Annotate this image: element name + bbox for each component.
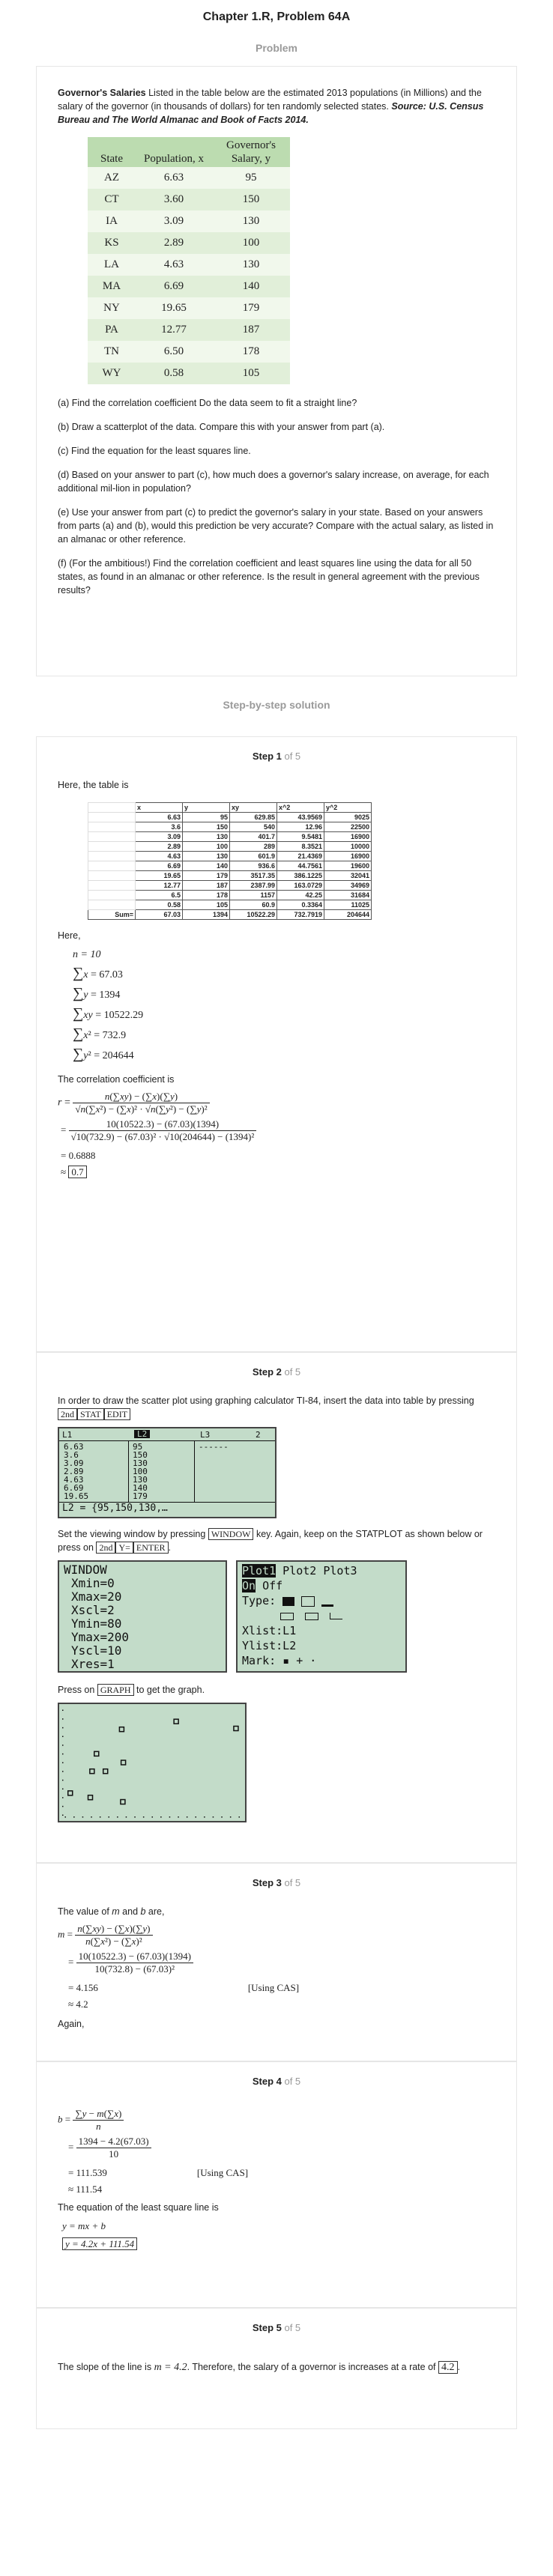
sheet-cell: 2.89 [136, 842, 183, 852]
sheet-cell: 6.69 [136, 861, 183, 871]
table-row [88, 167, 290, 189]
list-l2-value: 179 [133, 1491, 148, 1501]
list-l1-value: 4.63 [64, 1475, 84, 1485]
table-cell: 105 [212, 363, 290, 384]
r-formula: r = $\frac{n(\sum xy) - (\sum x)(\sum y)}{\text{√n(∑x²) − (∑x)² · √n(∑y²) − (∑y)²}}$ [58, 1091, 495, 1115]
x-tick-dot [152, 1816, 154, 1818]
sheet-cell: 178 [183, 891, 230, 900]
table-cell: 0.58 [136, 363, 212, 384]
scatter-point [121, 1800, 125, 1804]
calculator-window-screen [58, 1560, 227, 1673]
sheet-cell: 19.65 [136, 871, 183, 881]
table-cell: 130 [212, 254, 290, 276]
problem-intro-bold: Governor's Salaries [58, 88, 146, 98]
sheet-cell: xy [230, 803, 277, 813]
sheet-row [88, 832, 372, 842]
sheet-cell: y [183, 803, 230, 813]
table-row [88, 276, 290, 297]
y-tick-dot [62, 1771, 64, 1772]
sheet-cell: x^2 [277, 803, 324, 813]
window-setting: Yscl=10 [71, 1643, 122, 1658]
x-tick-dot [143, 1816, 145, 1818]
sheet-row [88, 813, 372, 822]
table-cell: 3.60 [136, 189, 212, 210]
table-cell: LA [88, 254, 136, 276]
sheet-cell: 10522.29 [230, 910, 277, 920]
sheet-cell [88, 881, 136, 891]
sheet-cell: 629.85 [230, 813, 277, 822]
sheet-cell: 43.9569 [277, 813, 324, 822]
scatter-point [94, 1751, 99, 1756]
table-row [88, 319, 290, 341]
sheet-row [88, 852, 372, 861]
sheet-row [88, 881, 372, 891]
y-tick-dot [62, 1806, 64, 1807]
table-cell: 12.77 [136, 319, 212, 341]
window-title: WINDOW [64, 1563, 107, 1577]
table-cell: PA [88, 319, 136, 341]
window-setting: Ymin=80 [71, 1616, 122, 1631]
eq-general: y = mx + b [62, 2220, 106, 2231]
sheet-cell: 0.3364 [277, 900, 324, 910]
table-row [88, 232, 290, 254]
sheet-cell [88, 822, 136, 832]
sheet-cell: 9025 [324, 813, 372, 822]
problem-label: Problem [255, 42, 297, 54]
problem-part-b: (b) Draw a scatterplot of the data. Compare this with your answer from part (a). [58, 422, 385, 432]
y-tick-dot [62, 1754, 64, 1755]
problem-part-c: (c) Find the equation for the least squares line. [58, 446, 251, 456]
list-l2-value: 95 [133, 1442, 143, 1452]
sheet-cell: 2387.99 [230, 881, 277, 891]
step2-text-2: Set the viewing window by pressing WINDOW key. Again, keep on the STATPLOT as shown below or press on 2nd Y= ENTER . [58, 1529, 483, 1553]
window-setting: Xmin=0 [71, 1576, 115, 1590]
step1-intro: Here, the table is [58, 780, 129, 790]
list-l2-value: 150 [133, 1450, 148, 1460]
table-row [88, 189, 290, 210]
plot-mark: Mark: ▪ + · [242, 1654, 317, 1667]
table-cell: 2.89 [136, 232, 212, 254]
sheet-cell: 1157 [230, 891, 277, 900]
list-number: 2 [256, 1430, 261, 1440]
table-cell: KS [88, 232, 136, 254]
list-l3-empty: ------ [199, 1442, 229, 1452]
list-l2-header: L2 [134, 1430, 150, 1438]
table-cell: 95 [212, 167, 290, 189]
sum-x-equation: ∑x = 67.03 [73, 965, 123, 981]
solution-label: Step-by-step solution [223, 699, 330, 711]
sheet-cell: 9.5481 [277, 832, 324, 842]
sheet-row [88, 861, 372, 871]
corr-label: The correlation coefficient is [58, 1074, 175, 1085]
calculator-graph-screen [58, 1703, 247, 1822]
r-substitution: = $\frac{10(10522.3) - (67.03)(1394)}{\text{√10(732.9) − (67.03)² · √10(204644) − (1394)²}}$ [58, 1118, 495, 1143]
step-5-card [36, 2308, 517, 2429]
list-l1-value: 3.09 [64, 1458, 84, 1468]
sheet-cell [88, 891, 136, 900]
list-l1-value: 2.89 [64, 1467, 84, 1476]
problem-part-f: (f) (For the ambitious!) Find the correlation coefficient and least squares line using the data for all 50 states, as found in an almanac or other reference. Is the result in general agreement with the previous results? [58, 558, 480, 595]
b-rounded: ≈ 111.54 [68, 2183, 103, 2195]
sheet-cell: 140 [183, 861, 230, 871]
table-cell: 130 [212, 210, 290, 232]
y-tick-dot [62, 1815, 64, 1816]
sheet-cell: 8.3521 [277, 842, 324, 852]
step-2-title: Step 2 of 5 [252, 1366, 301, 1378]
sheet-cell: y^2 [324, 803, 372, 813]
table-header-population: Population, x [136, 137, 212, 167]
x-tick-dot [169, 1816, 171, 1818]
sheet-cell: 32041 [324, 871, 372, 881]
sheet-cell: 6.63 [136, 813, 183, 822]
table-cell: NY [88, 297, 136, 319]
sheet-cell: 42.25 [277, 891, 324, 900]
page-title: Chapter 1.R, Problem 64A [202, 10, 351, 23]
x-tick-dot [187, 1816, 188, 1818]
sheet-cell: 1394 [183, 910, 230, 920]
n-equation: n = 10 [73, 949, 101, 960]
table-cell: 179 [212, 297, 290, 319]
scatter-plot [59, 1704, 245, 1821]
x-tick-dot [178, 1816, 179, 1818]
table-cell: 140 [212, 276, 290, 297]
sheet-cell: 4.63 [136, 852, 183, 861]
sheet-cell: 3.6 [136, 822, 183, 832]
plot-type-normal-icon [330, 1613, 342, 1619]
list-l1-value: 6.69 [64, 1483, 84, 1493]
list-l1-value: 6.63 [64, 1442, 84, 1452]
table-row [88, 210, 290, 232]
sheet-row [88, 822, 372, 832]
window-setting: Xscl=2 [71, 1603, 115, 1617]
scatter-point [119, 1727, 124, 1732]
x-tick-dot [126, 1816, 127, 1818]
sheet-cell [88, 803, 136, 813]
step1-here: Here, [58, 930, 81, 941]
sheet-cell [88, 900, 136, 910]
window-setting: Xres=1 [71, 1657, 115, 1671]
table-cell: 100 [212, 232, 290, 254]
table-cell: 187 [212, 319, 290, 341]
scatter-point [90, 1769, 94, 1774]
b-substitution: = $\frac{1394 - 4.2(67.03)}{10}$ [58, 2136, 495, 2160]
step-1-card [36, 736, 517, 1352]
sheet-cell: Sum= [88, 910, 136, 920]
x-tick-dot [221, 1816, 223, 1818]
sheet-cell: 31684 [324, 891, 372, 900]
x-tick-dot [134, 1816, 136, 1818]
step5-text: The slope of the line is m = 4.2. Therefore, the salary of a governor is increases at a rate of 4.2 . [58, 2362, 460, 2373]
sheet-row [88, 891, 372, 900]
x-tick-dot [213, 1816, 214, 1818]
step-1-title: Step 1 of 5 [252, 751, 301, 762]
sheet-cell [88, 852, 136, 861]
list-l2-value: 130 [133, 1458, 148, 1468]
b-value: = 111.539 [Using CAS] [68, 2167, 249, 2178]
calc-spreadsheet [88, 802, 372, 920]
sheet-cell: 60.9 [230, 900, 277, 910]
sheet-cell: 95 [183, 813, 230, 822]
m-value: = 4.156 [Using CAS] [68, 1982, 300, 1993]
problem-part-d: (d) Based on your answer to part (c), how much does a governor's salary increase, on average, for each additional mil-lion in population? [58, 470, 489, 494]
b-formula: b = $\frac{\sum y - m(\sum x)}{n}$ [58, 2108, 495, 2133]
sheet-cell: 16900 [324, 832, 372, 842]
sheet-cell: 130 [183, 852, 230, 861]
sheet-cell: 732.7919 [277, 910, 324, 920]
table-cell: MA [88, 276, 136, 297]
x-tick-dot [91, 1816, 92, 1818]
sheet-cell: 163.0729 [277, 881, 324, 891]
calculator-list-screen [58, 1427, 276, 1518]
sheet-cell: 386.1225 [277, 871, 324, 881]
key-2nd: 2nd [58, 1408, 77, 1420]
plot-type-row2 [242, 1608, 401, 1623]
plot-type-line-icon [301, 1596, 315, 1607]
step-4-card [36, 2061, 517, 2308]
x-tick-dot [82, 1816, 84, 1818]
r-answer: ≈ 0.7 [61, 1164, 495, 1181]
x-tick-dot [117, 1816, 118, 1818]
sheet-cell: 150 [183, 822, 230, 832]
x-tick-dot [230, 1816, 232, 1818]
step-3-card [36, 1863, 517, 2061]
table-cell: TN [88, 341, 136, 363]
sheet-cell: 130 [183, 832, 230, 842]
sheet-cell: 3.09 [136, 832, 183, 842]
x-tick-dot [204, 1816, 205, 1818]
table-cell: IA [88, 210, 136, 232]
table-header-salary: Governor's Salary, y [212, 137, 290, 167]
table-row [88, 363, 290, 384]
sheet-cell: 21.4369 [277, 852, 324, 861]
sheet-cell: 6.5 [136, 891, 183, 900]
sheet-cell: 204644 [324, 910, 372, 920]
eq-final: y = 4.2x + 111.54 [62, 2235, 495, 2253]
plot-ylist: Ylist:L2 [242, 1639, 297, 1652]
sheet-cell: 0.58 [136, 900, 183, 910]
problem-intro-text: Listed in the table below are the estimated 2013 populations (in Millions) and the salary of the governor (in thousands of dollars) for ten randomly selected states. [58, 88, 482, 112]
sheet-cell: 22500 [324, 822, 372, 832]
table-row [88, 341, 290, 363]
problem-part-e: (e) Use your answer from part (c) to predict the governor's salary in your state. Based on your answers from parts (a) and (b), would this prediction be very accurate? Compare with the actual salary, as listed in an almanac or other reference. [58, 507, 494, 545]
sheet-row [88, 871, 372, 881]
key-window: WINDOW [208, 1528, 254, 1540]
calculator-statplot-screen [236, 1560, 407, 1673]
y-tick-dot [62, 1780, 64, 1781]
list-l1-value: 3.6 [64, 1450, 79, 1460]
m-rounded: ≈ 4.2 [68, 1998, 88, 2010]
x-tick-dot [160, 1816, 162, 1818]
plot-type-modbox-icon [305, 1613, 318, 1620]
y-tick-dot [62, 1745, 64, 1746]
table-cell: 150 [212, 189, 290, 210]
window-setting: Ymax=200 [71, 1630, 130, 1644]
sheet-cell [88, 832, 136, 842]
sheet-cell [88, 842, 136, 852]
scatter-point [88, 1795, 93, 1800]
y-tick-dot [62, 1736, 64, 1738]
sum-xy-equation: ∑xy = 10522.29 [73, 1005, 144, 1022]
sheet-cell: 19600 [324, 861, 372, 871]
window-setting: Xmax=20 [71, 1589, 122, 1604]
list-l1-header: L1 [62, 1430, 73, 1440]
table-row [88, 297, 290, 319]
plot-type-boxplot-icon [280, 1613, 294, 1620]
table-cell: 178 [212, 341, 290, 363]
m-formula: m = $\frac{n(\sum xy) - (\sum x)(\sum y)}{\text{n(∑x²) − (∑x)²}}$ [58, 1923, 495, 1948]
sheet-row [88, 842, 372, 852]
sheet-cell: 105 [183, 900, 230, 910]
y-tick-dot [62, 1710, 64, 1712]
sheet-cell: 601.9 [230, 852, 277, 861]
key-edit: EDIT [104, 1408, 130, 1420]
step5-answer: 4.2 [438, 2361, 458, 2374]
scatter-point [234, 1727, 238, 1731]
scatter-point [68, 1791, 73, 1795]
step-3-title: Step 3 of 5 [252, 1877, 301, 1888]
problem-card [36, 66, 517, 676]
step-4-title: Step 4 of 5 [252, 2076, 301, 2087]
table-cell: 19.65 [136, 297, 212, 319]
x-tick-dot [196, 1816, 197, 1818]
plot-tabs: Plot1 Plot2 Plot3 [242, 1564, 357, 1578]
list-l2-value: 100 [133, 1467, 148, 1476]
sheet-cell [88, 861, 136, 871]
sum-y2-equation: ∑y² = 204644 [73, 1046, 134, 1062]
sheet-cell: 67.03 [136, 910, 183, 920]
list-footer: L2 = {95,150,130,… [62, 1503, 168, 1514]
table-cell: 3.09 [136, 210, 212, 232]
sheet-cell: x [136, 803, 183, 813]
step2-text-1: In order to draw the scatter plot using graphing calculator TI-84, insert the data into table by pressing 2nd STAT EDIT [58, 1395, 474, 1419]
key-y: Y= [115, 1542, 133, 1554]
problem-intro [58, 86, 495, 127]
eq-label: The equation of the least square line is [58, 2202, 219, 2213]
sheet-cell: 179 [183, 871, 230, 881]
x-tick-dot [239, 1816, 241, 1818]
y-tick-dot [62, 1718, 64, 1720]
step3-again: Again, [58, 2019, 85, 2029]
key-stat: STAT [77, 1408, 104, 1420]
key-graph: GRAPH [97, 1684, 134, 1696]
table-cell: 6.50 [136, 341, 212, 363]
sum-x2-equation: ∑x² = 732.9 [73, 1025, 127, 1042]
table-cell: AZ [88, 167, 136, 189]
y-tick-dot [62, 1727, 64, 1729]
problem-source: Source: U.S. Census Bureau and The World Almanac and Book of Facts 2014. [58, 101, 484, 125]
list-l1-value: 19.65 [64, 1491, 89, 1501]
key-2nd-b: 2nd [96, 1542, 115, 1554]
x-tick-dot [65, 1816, 67, 1818]
table-cell: 6.63 [136, 167, 212, 189]
table-row [88, 254, 290, 276]
step3-intro: The value of m and b are, [58, 1906, 165, 1917]
y-tick-dot [62, 1763, 64, 1764]
plot-xlist: Xlist:L1 [242, 1624, 297, 1637]
table-header-state: State [88, 137, 136, 167]
plot-on-off: On Off [242, 1579, 283, 1592]
y-tick-dot [62, 1797, 64, 1798]
plot-type-histogram-icon [321, 1595, 333, 1607]
table-cell: 4.63 [136, 254, 212, 276]
sheet-cell: 12.77 [136, 881, 183, 891]
scatter-point [121, 1760, 126, 1765]
sheet-row [88, 900, 372, 910]
sheet-cell: 16900 [324, 852, 372, 861]
plot-type-scatter-icon [282, 1597, 294, 1606]
sheet-header-row [88, 803, 372, 813]
sheet-cell: 11025 [324, 900, 372, 910]
problem-part-a: (a) Find the correlation coefficient Do the data seem to fit a straight line? [58, 398, 357, 408]
table-cell: CT [88, 189, 136, 210]
table-cell: WY [88, 363, 136, 384]
step-2-card [36, 1352, 517, 1863]
step2-text-3: Press on GRAPH to get the graph. [58, 1685, 205, 1695]
sheet-cell: 401.7 [230, 832, 277, 842]
x-tick-dot [100, 1816, 101, 1818]
sheet-cell: 3517.35 [230, 871, 277, 881]
scatter-point [174, 1719, 178, 1724]
sheet-cell: 12.96 [277, 822, 324, 832]
list-l2-value: 140 [133, 1483, 148, 1493]
scatter-point [103, 1769, 108, 1774]
sum-y-equation: ∑y = 1394 [73, 985, 121, 1001]
sheet-cell: 44.7561 [277, 861, 324, 871]
sheet-cell: 289 [230, 842, 277, 852]
m-substitution: = $\frac{10(10522.3) - (67.03)(1394)}{\text{10(732.8) − (67.03)²}}$ [58, 1951, 495, 1975]
x-tick-dot [73, 1816, 75, 1818]
table-cell: 6.69 [136, 276, 212, 297]
r-value: = 0.6888 [61, 1150, 96, 1161]
sheet-cell: 34969 [324, 881, 372, 891]
key-enter: ENTER [133, 1542, 169, 1554]
list-l3-header: L3 [200, 1430, 211, 1440]
sheet-cell: 10000 [324, 842, 372, 852]
plot-type: Type: [242, 1593, 401, 1608]
sheet-cell: 540 [230, 822, 277, 832]
governor-table [88, 137, 290, 384]
sheet-cell: 100 [183, 842, 230, 852]
x-tick-dot [109, 1816, 110, 1818]
sheet-cell [88, 813, 136, 822]
sheet-cell: 187 [183, 881, 230, 891]
step-5-title: Step 5 of 5 [252, 2322, 301, 2333]
sheet-sum-row [88, 910, 372, 920]
sheet-cell: 936.6 [230, 861, 277, 871]
sheet-cell [88, 871, 136, 881]
y-tick-dot [62, 1789, 64, 1790]
list-l2-value: 130 [133, 1475, 148, 1485]
